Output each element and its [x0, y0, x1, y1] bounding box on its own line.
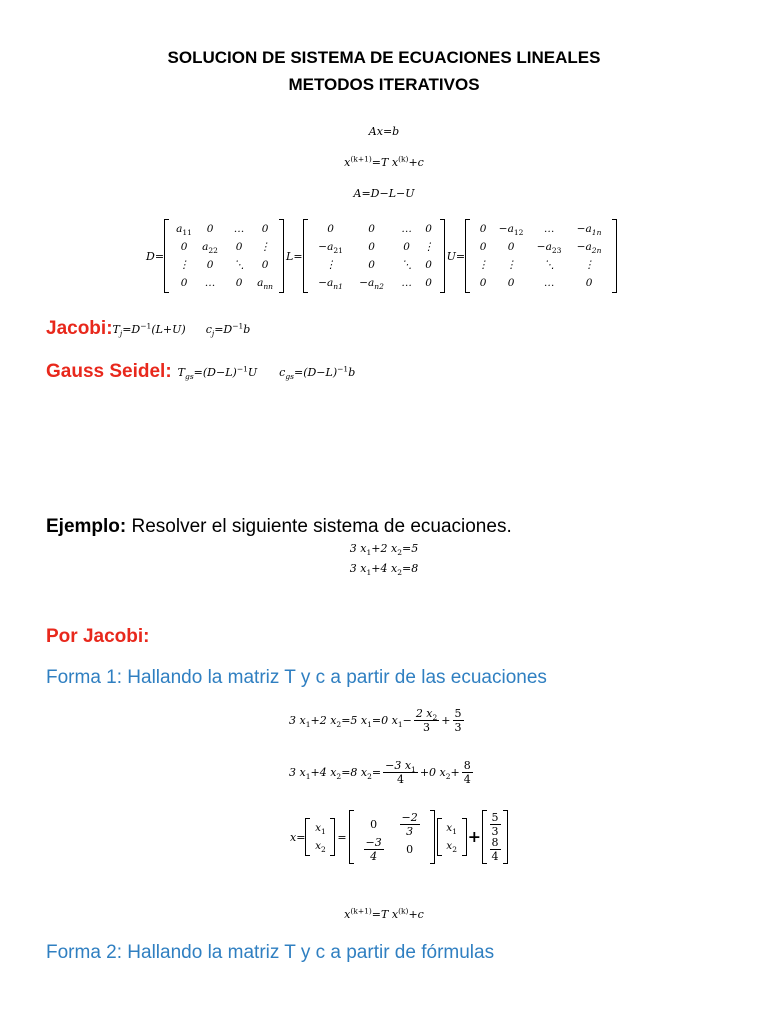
section-forma-2: Forma 2: Hallando la matriz T y c a partir de fórmulas	[46, 942, 495, 963]
forma1-eq1: 3 $x_1+2$ $x_2=5$ $x_1=0$ $x_1-$ $\frac{2 x_2}{3}$ + $\frac{5}{3}$	[289, 707, 462, 734]
jacobi-t-formula: $T_j=D^{-1}(L+U)$	[112, 320, 186, 338]
section-forma-1: Forma 1: Hallando la matriz T y c a partir de las ecuaciones	[46, 667, 547, 688]
gauss-seidel-label: Gauss Seidel:	[46, 361, 172, 382]
matrix-l: 0 0 … 0 $-a_{21}$ 0 0 ⋮ ⋮ 0 ⋱ 0 $-a_{n1}$ $-a_{n2}$ … 0	[303, 219, 445, 293]
formula-decomposition: A=D−L−U	[353, 187, 415, 200]
matrix-l-label: L=	[286, 249, 303, 263]
gauss-seidel-t-formula: $T_{gs}=(D-L)^{-1}U$	[177, 363, 258, 381]
jacobi-formulas	[46, 318, 250, 340]
example-text: Resolver el siguiente sistema de ecuaciones.	[131, 516, 512, 537]
example-line	[46, 516, 512, 538]
document-title: SOLUCION DE SISTEMA DE ECUACIONES LINEALES	[167, 48, 601, 67]
matrix-u: 0 $-a_{12}$ … $-a_{1n}$ 0 0 $-a_{23}$ $-a_{2n}$ ⋮ ⋮ ⋱ ⋮ 0 0 … 0	[465, 219, 617, 293]
forma1-matrix-equation: x= $x_1$ $x_2$ = 0 $\frac{-2}{3}$ $\frac{-3}{4}$ 0 $x_1$ $x_2$ + $\frac{5}{3}$ $\frac{8}{4}$	[290, 810, 508, 864]
matrix-d-label: D=	[146, 249, 165, 263]
gauss-seidel-c-formula: $c_{gs}=(D-L)^{-1}b$	[279, 363, 356, 381]
forma1-eq2: 3 $x_1+4$ $x_2=8$ $x_2=$ $\frac{-3 x_1}{4}$ +0 $x_2+$ $\frac{8}{4}$	[289, 759, 471, 786]
dlu-matrices	[146, 219, 617, 293]
gauss-seidel-formulas	[46, 361, 355, 383]
formula-ax-b: Ax=b	[368, 125, 400, 138]
matrix-u-label: U=	[446, 249, 466, 263]
matrix-d: $a_{11}$ 0 … 0 0 $a_{22}$ 0 ⋮ ⋮ 0 ⋱ 0 0 … 0 $a_{nn}$	[164, 219, 284, 293]
example-label: Ejemplo:	[46, 516, 127, 537]
example-eq1: 3 $x_1+2$ $x_2=5$	[349, 542, 419, 558]
example-eq2: 3 $x_1+4$ $x_2=8$	[349, 562, 419, 578]
section-por-jacobi: Por Jacobi:	[46, 626, 150, 647]
formula-iteration-repeat: $x^{(k+1)}=T$ $x^{(k)}+c$	[344, 906, 424, 921]
document-subtitle: METODOS ITERATIVOS	[288, 75, 480, 94]
jacobi-c-formula: $c_j=D^{-1}b$	[205, 320, 251, 338]
jacobi-label: Jacobi:	[46, 318, 113, 339]
formula-iteration: $x^{(k+1)}=T$ $x^{(k)}+c$	[344, 154, 424, 169]
